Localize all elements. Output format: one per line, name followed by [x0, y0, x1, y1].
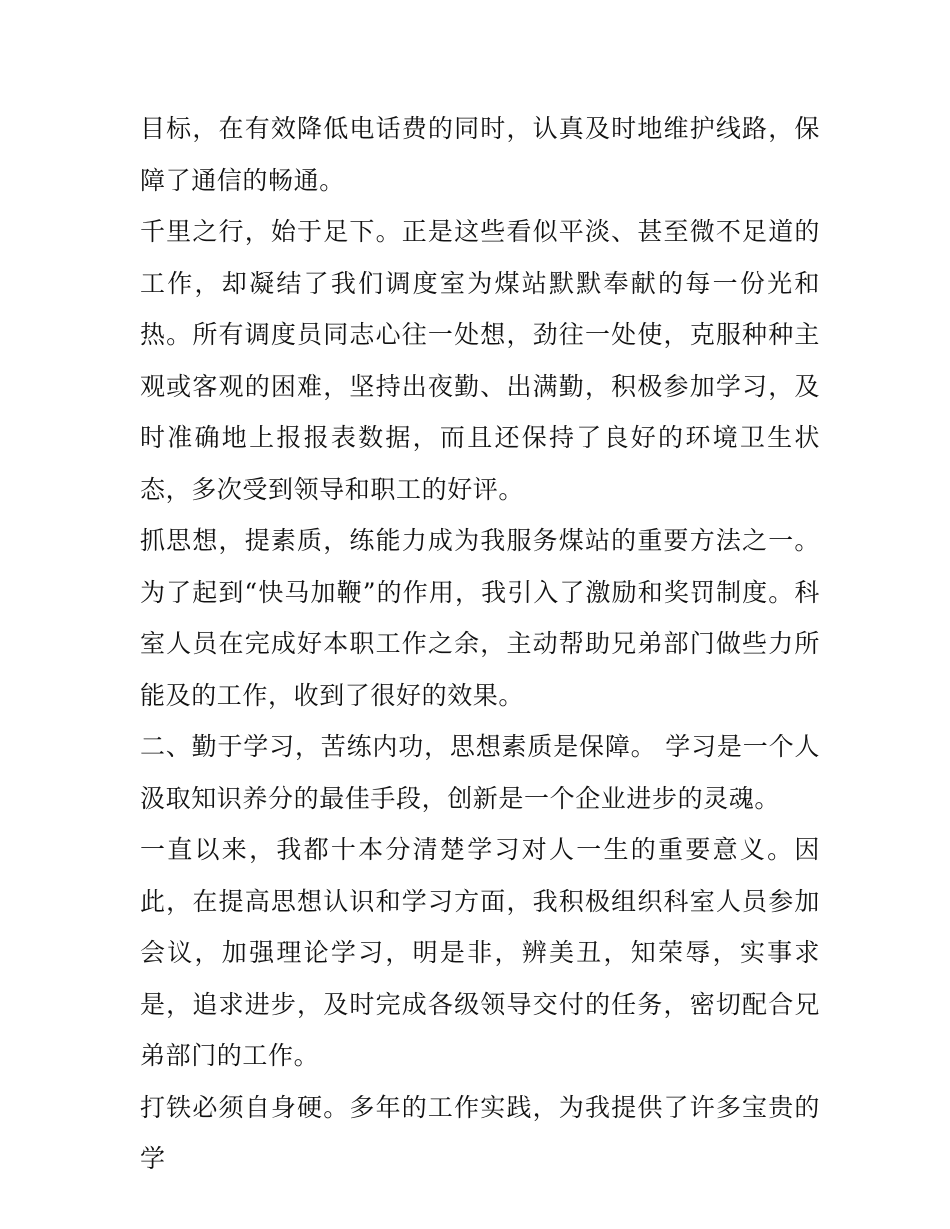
paragraph-3: 抓思想，提素质，练能力成为我服务煤站的重要方法之一。为了起到“快马加鞭”的作用，我引入了激励和奖罚制度。科室人员在完成好本职工作之余，主动帮助兄弟部门做些力所能及的工作，收到了很好的效果。 — [140, 526, 820, 710]
paragraph-5: 一直以来，我都十本分清楚学习对人一生的重要意义。因此，在提高思想认识和学习方面，我积极组织科室人员参加会议，加强理论学习，明是非，辨美丑，知荣辱，实事求是，追求进步，及时完成各级领导交付的任务，密切配合兄弟部门的工作。 — [140, 835, 820, 1070]
paragraph-1: 目标，在有效降低电话费的同时，认真及时地维护线路，保障了通信的畅通。 — [140, 114, 820, 195]
body-text — [140, 103, 820, 1185]
paragraph-6: 打铁必须自身硬。多年的工作实践，为我提供了许多宝贵的学 — [140, 1092, 820, 1173]
paragraph-4: 二、勤于学习，苦练内功，思想素质是保障。 学习是一个人汲取知识养分的最佳手段，创新是一个企业进步的灵魂。 — [140, 732, 820, 813]
paragraph-2: 千里之行，始于足下。正是这些看似平淡、甚至微不足道的工作，却凝结了我们调度室为煤站默默奉献的每一份光和热。所有调度员同志心往一处想，劲往一处使，克服种种主观或客观的困难，坚持出夜勤、出满勤，积极参加学习，及时准确地上报报表数据，而且还保持了良好的环境卫生状态，多次受到领导和职工的好评。 — [140, 217, 820, 504]
